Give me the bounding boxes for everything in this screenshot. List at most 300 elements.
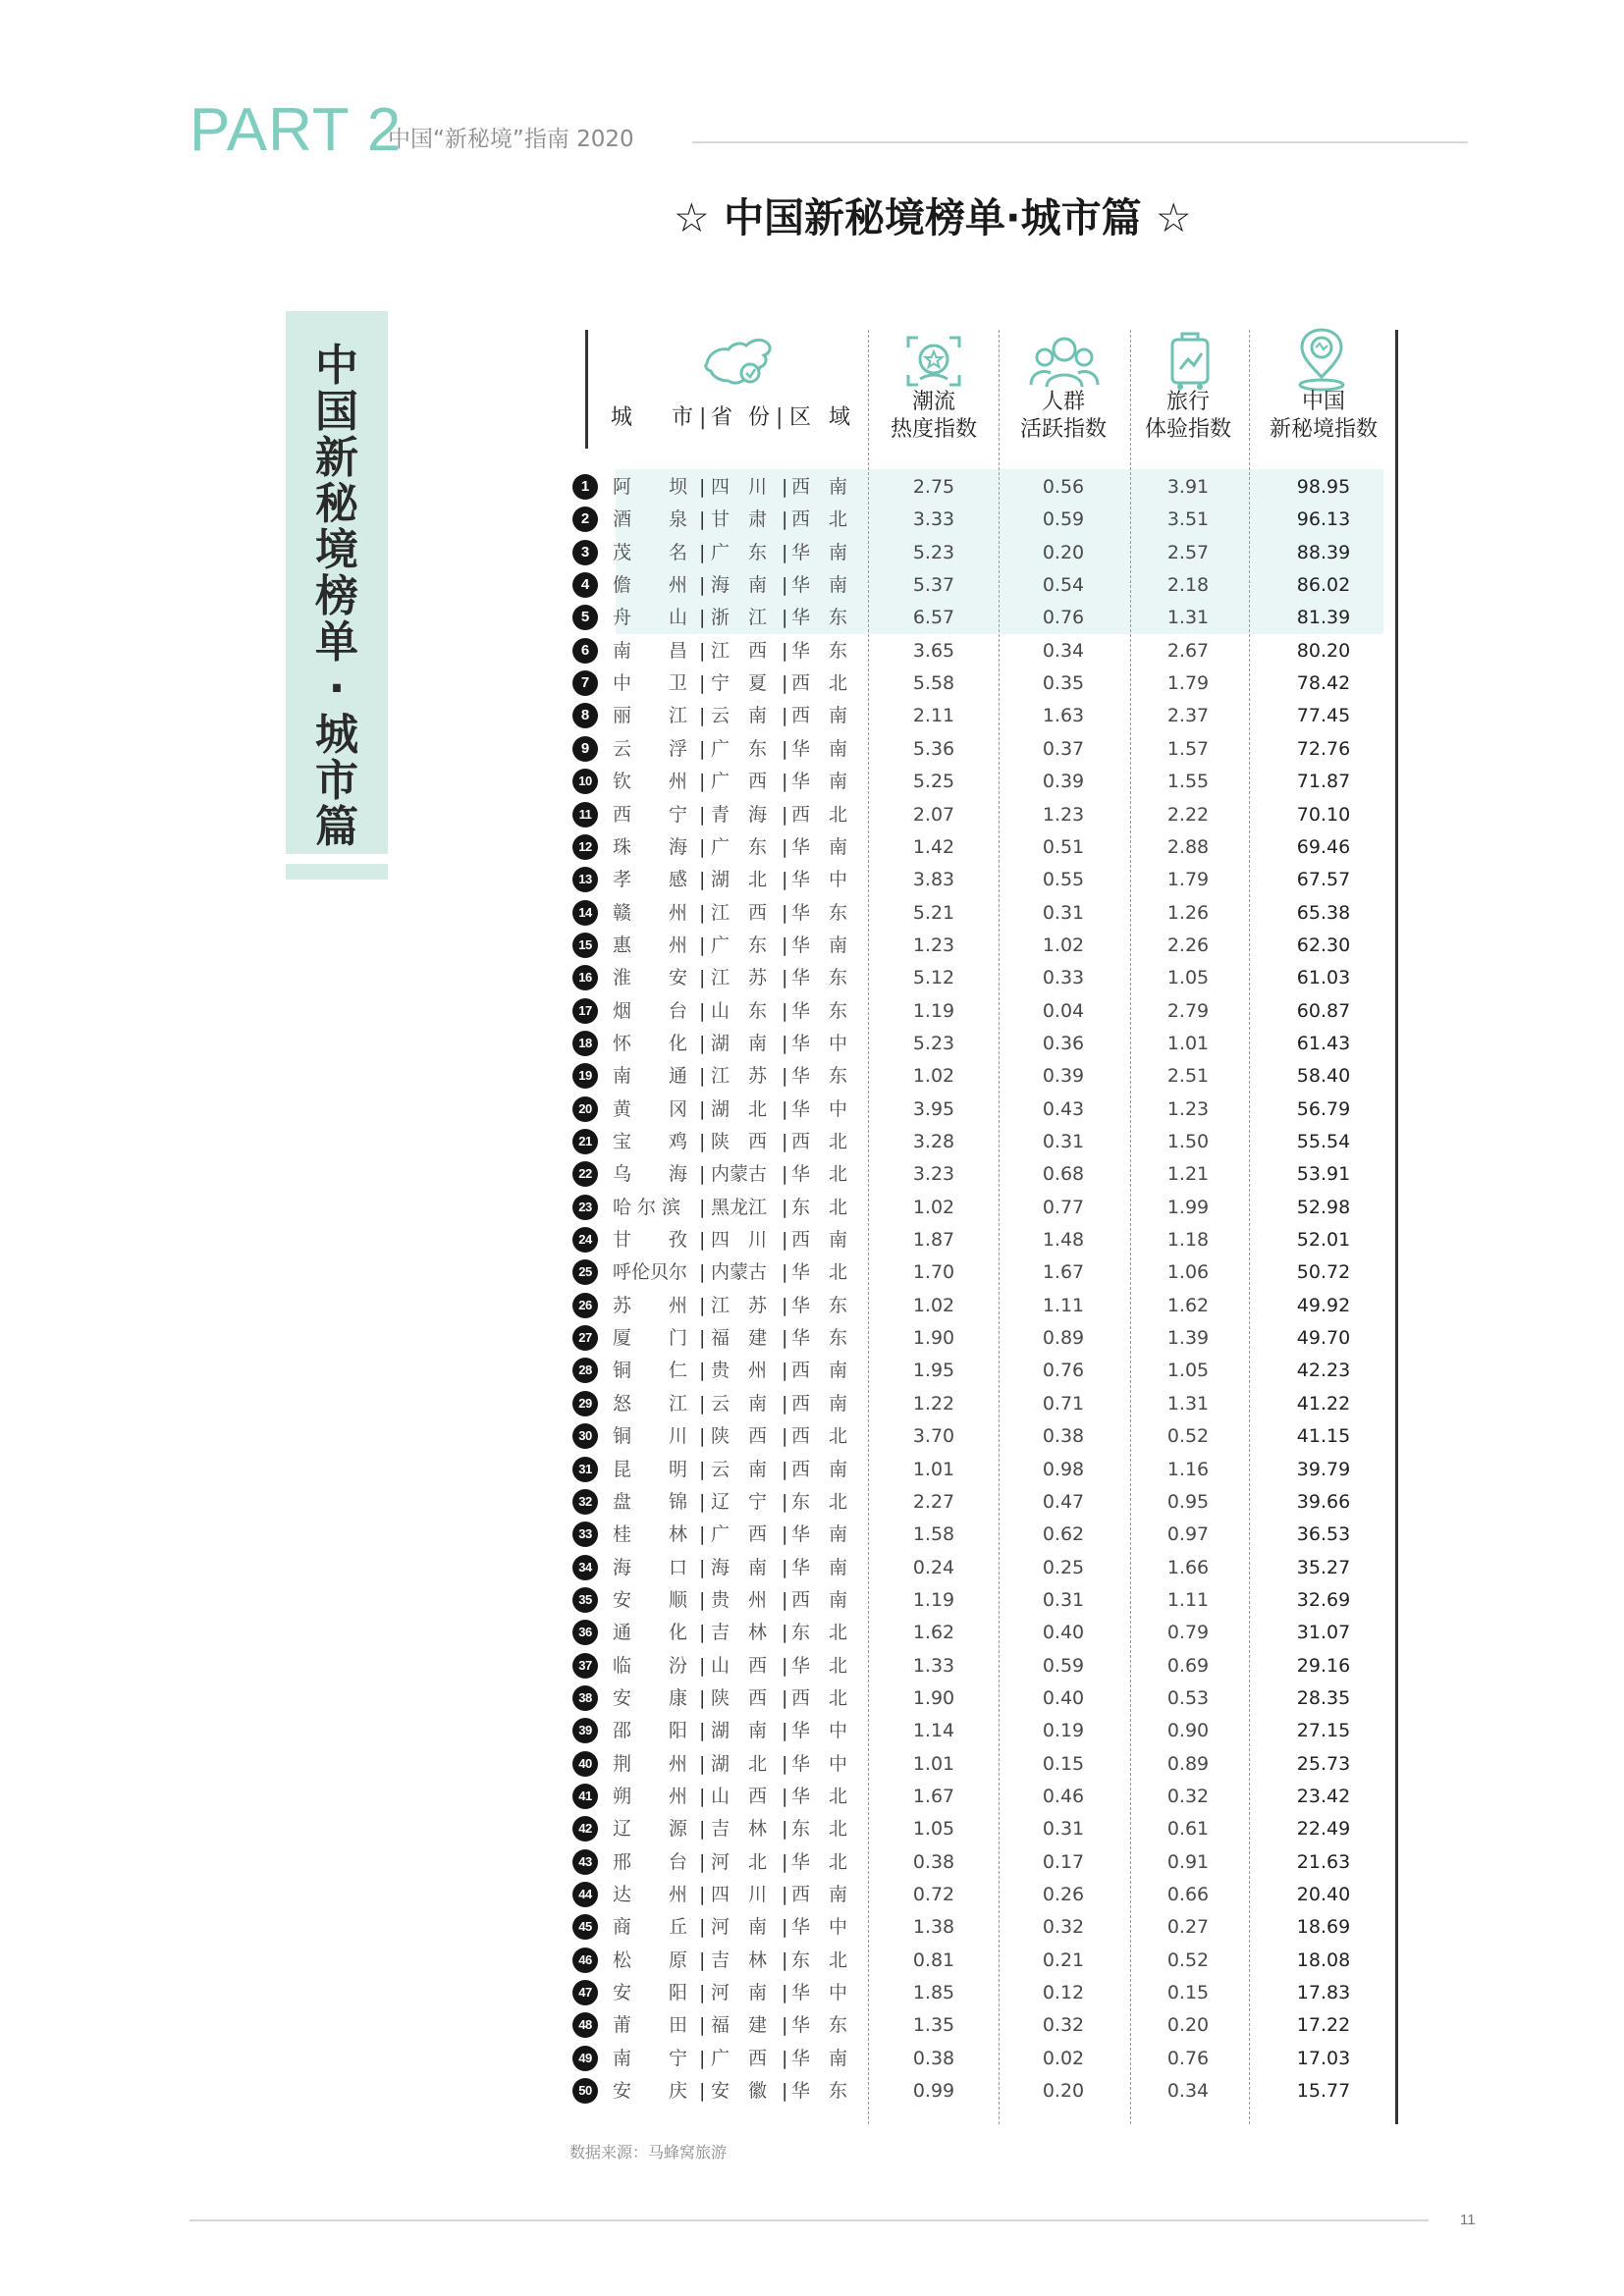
separator-1: | [699, 1425, 706, 1447]
province-name: 陕 西 [711, 1131, 768, 1152]
trend-index-value: 1.05 [912, 1818, 955, 1840]
source-note: 数据来源：马蜂窝旅游 [569, 2143, 728, 2162]
table-row [0, 1715, 1624, 1747]
city-name: 商 丘 [613, 1916, 688, 1938]
separator-2: | [782, 1098, 788, 1120]
travel-index-value: 3.91 [1166, 476, 1210, 498]
city-name: 邵 阳 [613, 1720, 688, 1741]
secret-realm-index-value: 35.27 [1296, 1557, 1351, 1578]
secret-realm-index-value: 61.43 [1296, 1033, 1351, 1054]
region-name: 西 南 [791, 1393, 848, 1415]
table-row [0, 962, 1624, 994]
separator-2: | [782, 2080, 788, 2102]
travel-index-value: 0.69 [1166, 1655, 1210, 1677]
rank-badge: 41 [572, 1784, 598, 1809]
table-row [0, 831, 1624, 864]
separator-1: | [699, 476, 706, 498]
header-secret-line1: 中国 [1301, 390, 1345, 414]
table-row [0, 1060, 1624, 1093]
secret-realm-index-value: 21.63 [1296, 1851, 1351, 1873]
table-row [0, 1322, 1624, 1355]
city-name: 荆 州 [613, 1753, 688, 1775]
header-travel-line1: 旅行 [1165, 390, 1210, 414]
rank-badge: 49 [572, 2046, 598, 2071]
luggage-icon [1166, 330, 1214, 391]
separator-1: | [699, 1851, 706, 1873]
separator-2: | [782, 1818, 788, 1840]
province-name: 贵 州 [711, 1360, 768, 1381]
region-name: 华 南 [791, 836, 848, 858]
rank-badge: 39 [572, 1718, 598, 1743]
trend-index-value: 1.02 [912, 1197, 955, 1218]
province-name: 广 东 [711, 934, 768, 956]
secret-realm-index-value: 39.79 [1296, 1459, 1351, 1480]
city-name: 赣 州 [613, 902, 688, 924]
separator-1: | [699, 1589, 706, 1611]
separator-1: | [699, 1033, 706, 1054]
region-name: 华 中 [791, 1753, 848, 1775]
region-name: 西 南 [791, 1884, 848, 1905]
secret-realm-index-value: 81.39 [1296, 607, 1351, 628]
rank-badge: 29 [572, 1391, 598, 1416]
separator-1: | [699, 542, 706, 563]
secret-realm-index-value: 31.07 [1296, 1622, 1351, 1643]
separator-1: | [699, 1818, 706, 1840]
crowd-index-value: 0.40 [1042, 1622, 1085, 1643]
trend-index-value: 5.25 [912, 771, 955, 792]
crowd-index-value: 0.31 [1042, 902, 1085, 924]
trend-index-value: 3.83 [912, 869, 955, 890]
city-header-char: 市 [672, 405, 694, 430]
city-name: 呼伦贝尔 [613, 1261, 688, 1283]
province-name: 宁 夏 [711, 672, 768, 694]
city-name: 淮 安 [613, 967, 688, 988]
secret-realm-index-value: 53.91 [1296, 1163, 1351, 1185]
separator-2: | [782, 2048, 788, 2069]
travel-index-value: 0.79 [1166, 1622, 1210, 1643]
table-row [0, 733, 1624, 766]
travel-index-value: 2.18 [1166, 574, 1210, 596]
secret-realm-index-value: 25.73 [1296, 1753, 1351, 1775]
rank-badge: 4 [572, 572, 598, 598]
trend-index-value: 5.21 [912, 902, 955, 924]
crowd-index-value: 0.32 [1042, 1916, 1085, 1938]
secret-realm-index-value: 86.02 [1296, 574, 1351, 596]
separator-1: | [699, 1197, 706, 1218]
region-name: 华 北 [791, 1655, 848, 1677]
separator-2: | [782, 1557, 788, 1578]
province-name: 福 建 [711, 1327, 768, 1349]
city-name: 松 原 [613, 1949, 688, 1971]
rank-badge: 35 [572, 1587, 598, 1613]
travel-index-value: 0.53 [1166, 1687, 1210, 1709]
separator-2: | [782, 574, 788, 596]
travel-index-value: 1.23 [1166, 1098, 1210, 1120]
region-name: 华 北 [791, 1261, 848, 1283]
side-label-char: 国 [315, 387, 358, 437]
table-row [0, 2043, 1624, 2075]
travel-index-value: 0.20 [1166, 2014, 1210, 2036]
province-name: 云 南 [711, 1393, 768, 1415]
city-name: 阿 坝 [613, 476, 688, 498]
region-name: 华 中 [791, 1982, 848, 2003]
table-row [0, 1256, 1624, 1289]
region-name: 华 中 [791, 1916, 848, 1938]
region-name: 华 南 [791, 934, 848, 956]
header-divider [692, 141, 1468, 143]
separator-1: | [699, 2014, 706, 2036]
separator-1: | [699, 1687, 706, 1709]
rank-badge: 20 [572, 1096, 598, 1122]
city-name: 铜 川 [613, 1425, 688, 1447]
secret-realm-index-value: 49.92 [1296, 1295, 1351, 1316]
separator-2: | [782, 1916, 788, 1938]
rank-badge: 37 [572, 1653, 598, 1679]
rank-badge: 44 [572, 1882, 598, 1907]
secret-realm-index-value: 27.15 [1296, 1720, 1351, 1741]
separator-2: | [782, 2014, 788, 2036]
crowd-index-value: 0.71 [1042, 1393, 1085, 1415]
separator-2: | [782, 738, 788, 760]
trend-index-value: 3.28 [912, 1131, 955, 1152]
trend-index-value: 5.23 [912, 1033, 955, 1054]
region-name: 华 南 [791, 542, 848, 563]
separator-1: | [699, 1229, 706, 1251]
travel-index-value: 0.52 [1166, 1949, 1210, 1971]
crowd-index-value: 0.37 [1042, 738, 1085, 760]
separator-2: | [782, 771, 788, 792]
secret-realm-index-value: 98.95 [1296, 476, 1351, 498]
separator-2: | [782, 542, 788, 563]
travel-index-value: 2.37 [1166, 705, 1210, 726]
rank-badge: 2 [572, 507, 598, 532]
crowd-index-value: 0.21 [1042, 1949, 1085, 1971]
secret-realm-index-value: 15.77 [1296, 2080, 1351, 2102]
rank-badge: 5 [572, 605, 598, 630]
rank-badge: 33 [572, 1522, 598, 1547]
city-name: 甘 孜 [613, 1229, 688, 1251]
table-row [0, 537, 1624, 569]
separator-2: | [782, 1786, 788, 1807]
region-name: 华 东 [791, 607, 848, 628]
travel-index-value: 1.21 [1166, 1163, 1210, 1185]
separator-1: | [699, 508, 706, 530]
side-label-char: 城 [315, 710, 358, 760]
trend-index-value: 1.90 [912, 1687, 955, 1709]
secret-realm-index-value: 96.13 [1296, 508, 1351, 530]
province-name: 广 东 [711, 738, 768, 760]
province-name: 辽 宁 [711, 1491, 768, 1513]
crowd-index-value: 0.31 [1042, 1131, 1085, 1152]
city-name: 烟 台 [613, 1000, 688, 1022]
crowd-index-value: 0.89 [1042, 1327, 1085, 1349]
trend-index-value: 1.87 [912, 1229, 955, 1251]
region-name: 西 北 [791, 1425, 848, 1447]
separator-1: | [699, 672, 706, 694]
crowd-index-value: 0.20 [1042, 542, 1085, 563]
secret-realm-index-value: 29.16 [1296, 1655, 1351, 1677]
separator-2: | [782, 1065, 788, 1087]
header-crowd-index [1009, 389, 1117, 444]
crowd-index-value: 0.51 [1042, 836, 1085, 858]
travel-index-value: 0.15 [1166, 1982, 1210, 2003]
crowd-index-value: 0.35 [1042, 672, 1085, 694]
region-name: 华 南 [791, 2048, 848, 2069]
travel-index-value: 0.32 [1166, 1786, 1210, 1807]
travel-index-value: 0.34 [1166, 2080, 1210, 2102]
trend-index-value: 3.95 [912, 1098, 955, 1120]
province-name: 山 东 [711, 1000, 768, 1022]
city-name: 孝 感 [613, 869, 688, 890]
crowd-index-value: 0.76 [1042, 1360, 1085, 1381]
separator-2: | [782, 508, 788, 530]
province-name: 河 北 [711, 1851, 768, 1873]
secret-realm-index-value: 18.08 [1296, 1949, 1351, 1971]
city-name: 黄 冈 [613, 1098, 688, 1120]
separator-2: | [782, 476, 788, 498]
trend-index-value: 0.81 [912, 1949, 955, 1971]
trend-index-value: 1.22 [912, 1393, 955, 1415]
secret-realm-index-value: 67.57 [1296, 869, 1351, 890]
city-name: 中 卫 [613, 672, 688, 694]
rank-badge: 50 [572, 2078, 598, 2104]
region-name: 华 东 [791, 967, 848, 988]
separator-1: | [699, 705, 706, 726]
separator-1: | [699, 1655, 706, 1677]
travel-index-value: 1.26 [1166, 902, 1210, 924]
table-row [0, 1617, 1624, 1649]
separator-2: | [782, 967, 788, 988]
travel-index-value: 1.16 [1166, 1459, 1210, 1480]
travel-index-value: 2.57 [1166, 542, 1210, 563]
travel-index-value: 2.51 [1166, 1065, 1210, 1087]
province-name: 四 川 [711, 1884, 768, 1905]
province-name: 内蒙古 [711, 1261, 768, 1283]
table-row [0, 1552, 1624, 1584]
rank-badge: 46 [572, 1948, 598, 1973]
trend-index-value: 1.33 [912, 1655, 955, 1677]
trend-index-value: 0.38 [912, 2048, 955, 2069]
city-name: 舟 山 [613, 607, 688, 628]
crowd-index-value: 0.17 [1042, 1851, 1085, 1873]
crowd-index-value: 0.40 [1042, 1687, 1085, 1709]
province-name: 湖 北 [711, 1753, 768, 1775]
province-name: 山 西 [711, 1786, 768, 1807]
crowd-index-value: 0.43 [1042, 1098, 1085, 1120]
crowd-index-value: 1.48 [1042, 1229, 1085, 1251]
province-name: 广 东 [711, 542, 768, 563]
separator-2: | [782, 804, 788, 826]
city-name: 西 宁 [613, 804, 688, 826]
crowd-index-value: 0.39 [1042, 1065, 1085, 1087]
table-row [0, 1781, 1624, 1813]
crowd-index-value: 0.25 [1042, 1557, 1085, 1578]
city-name: 海 口 [613, 1557, 688, 1578]
region-name: 华 东 [791, 1065, 848, 1087]
table-row [0, 1126, 1624, 1158]
table-row [0, 799, 1624, 831]
trend-index-value: 1.35 [912, 2014, 955, 2036]
location-pin-icon [1290, 328, 1353, 393]
secret-realm-index-value: 23.42 [1296, 1786, 1351, 1807]
region-name: 华 北 [791, 1786, 848, 1807]
trend-index-value: 3.65 [912, 640, 955, 662]
rank-badge: 31 [572, 1457, 598, 1482]
header-secret-realm-index [1257, 389, 1390, 444]
table-row [0, 1355, 1624, 1387]
table-row [0, 504, 1624, 536]
secret-realm-index-value: 41.15 [1296, 1425, 1351, 1447]
rank-badge: 32 [572, 1489, 598, 1515]
trend-index-value: 1.70 [912, 1261, 955, 1283]
table-row [0, 995, 1624, 1028]
region-name: 西 南 [791, 476, 848, 498]
rank-badge: 42 [572, 1816, 598, 1842]
city-name: 云 浮 [613, 738, 688, 760]
table-row [0, 1388, 1624, 1420]
secret-realm-index-value: 72.76 [1296, 738, 1351, 760]
separator-2: | [782, 640, 788, 662]
city-header-char: 省 [711, 405, 733, 430]
footer-divider [189, 2219, 1429, 2221]
province-name: 广 东 [711, 836, 768, 858]
travel-index-value: 1.50 [1166, 1131, 1210, 1152]
crowd-index-value: 1.02 [1042, 934, 1085, 956]
table-row [0, 1028, 1624, 1060]
travel-index-value: 1.31 [1166, 607, 1210, 628]
separator-2: | [782, 1982, 788, 2003]
secret-realm-index-value: 17.83 [1296, 1982, 1351, 2003]
separator-2: | [782, 1163, 788, 1185]
trend-index-value: 5.37 [912, 574, 955, 596]
trend-index-value: 0.38 [912, 1851, 955, 1873]
separator-2: | [782, 1000, 788, 1022]
table-row [0, 1846, 1624, 1879]
rank-badge: 8 [572, 703, 598, 728]
table-row [0, 1977, 1624, 2009]
separator-1: | [699, 934, 706, 956]
side-label-char: 新 [315, 433, 358, 483]
separator-1: | [699, 2048, 706, 2069]
secret-realm-index-value: 60.87 [1296, 1000, 1351, 1022]
trend-index-value: 3.23 [912, 1163, 955, 1185]
separator-2: | [782, 1261, 788, 1283]
trend-index-value: 0.24 [912, 1557, 955, 1578]
crowd-index-value: 0.15 [1042, 1753, 1085, 1775]
trend-index-value: 5.58 [912, 672, 955, 694]
travel-index-value: 3.51 [1166, 508, 1210, 530]
travel-index-value: 1.55 [1166, 771, 1210, 792]
city-name: 酒 泉 [613, 508, 688, 530]
region-name: 西 南 [791, 1229, 848, 1251]
crowd-index-value: 0.54 [1042, 574, 1085, 596]
crowd-index-value: 0.12 [1042, 1982, 1085, 2003]
separator-2: | [782, 1131, 788, 1152]
travel-index-value: 2.79 [1166, 1000, 1210, 1022]
province-name: 云 南 [711, 1459, 768, 1480]
city-header-char: 份 [748, 405, 771, 430]
rank-badge: 7 [572, 670, 598, 696]
separator-2: | [782, 1622, 788, 1643]
rank-badge: 34 [572, 1555, 598, 1580]
province-name: 广 西 [711, 771, 768, 792]
separator-1: | [699, 1523, 706, 1545]
rank-badge: 43 [572, 1849, 598, 1875]
trend-index-value: 2.07 [912, 804, 955, 826]
travel-index-value: 0.66 [1166, 1884, 1210, 1905]
rank-badge: 26 [572, 1293, 598, 1318]
city-name: 怒 江 [613, 1393, 688, 1415]
city-name: 苏 州 [613, 1295, 688, 1316]
city-name: 安 康 [613, 1687, 688, 1709]
header-trend-line2: 热度指数 [890, 417, 977, 442]
province-name: 河 南 [711, 1982, 768, 2003]
rank-badge: 14 [572, 900, 598, 926]
separator-2: | [782, 1425, 788, 1447]
city-name: 辽 源 [613, 1818, 688, 1840]
separator-1: | [699, 1720, 706, 1741]
province-name: 黑龙江 [711, 1197, 768, 1218]
secret-realm-index-value: 50.72 [1296, 1261, 1351, 1283]
region-name: 华 南 [791, 771, 848, 792]
separator-2: | [782, 1523, 788, 1545]
travel-index-value: 2.88 [1166, 836, 1210, 858]
crowd-index-value: 0.36 [1042, 1033, 1085, 1054]
province-name: 海 南 [711, 1557, 768, 1578]
province-name: 吉 林 [711, 1622, 768, 1643]
crowd-index-value: 0.76 [1042, 607, 1085, 628]
trend-index-value: 0.99 [912, 2080, 955, 2102]
secret-realm-index-value: 49.70 [1296, 1327, 1351, 1349]
rank-badge: 36 [572, 1620, 598, 1645]
province-name: 陕 西 [711, 1425, 768, 1447]
header-travel-index [1134, 389, 1242, 444]
city-name: 哈 尔 滨 [613, 1197, 681, 1218]
crowd-index-value: 0.47 [1042, 1491, 1085, 1513]
rank-badge: 47 [572, 1980, 598, 2005]
rank-badge: 9 [572, 736, 598, 762]
region-name: 华 东 [791, 640, 848, 662]
crowd-index-value: 0.26 [1042, 1884, 1085, 1905]
secret-realm-index-value: 18.69 [1296, 1916, 1351, 1938]
separator-2: | [782, 607, 788, 628]
table-row [0, 1650, 1624, 1682]
rank-badge: 15 [572, 933, 598, 958]
travel-index-value: 2.22 [1166, 804, 1210, 826]
crowd-icon [1029, 332, 1100, 391]
page-number: 11 [1460, 2212, 1476, 2228]
separator-2: | [782, 1491, 788, 1513]
table-row [0, 864, 1624, 896]
secret-realm-index-value: 69.46 [1296, 836, 1351, 858]
secret-realm-index-value: 17.22 [1296, 2014, 1351, 2036]
separator-2: | [782, 1393, 788, 1415]
header-crowd-line1: 人群 [1041, 390, 1085, 414]
table-row [0, 700, 1624, 732]
province-name: 湖 南 [711, 1033, 768, 1054]
rank-badge: 6 [572, 638, 598, 664]
separator-2: | [782, 1589, 788, 1611]
separator-2: | [782, 1753, 788, 1775]
province-name: 湖 北 [711, 1098, 768, 1120]
separator-1: | [699, 869, 706, 890]
separator-1: | [699, 1622, 706, 1643]
side-label-char: 境 [315, 525, 358, 575]
city-name: 惠 州 [613, 934, 688, 956]
table-row [0, 1911, 1624, 1944]
separator-2: | [782, 1851, 788, 1873]
trend-index-value: 5.12 [912, 967, 955, 988]
